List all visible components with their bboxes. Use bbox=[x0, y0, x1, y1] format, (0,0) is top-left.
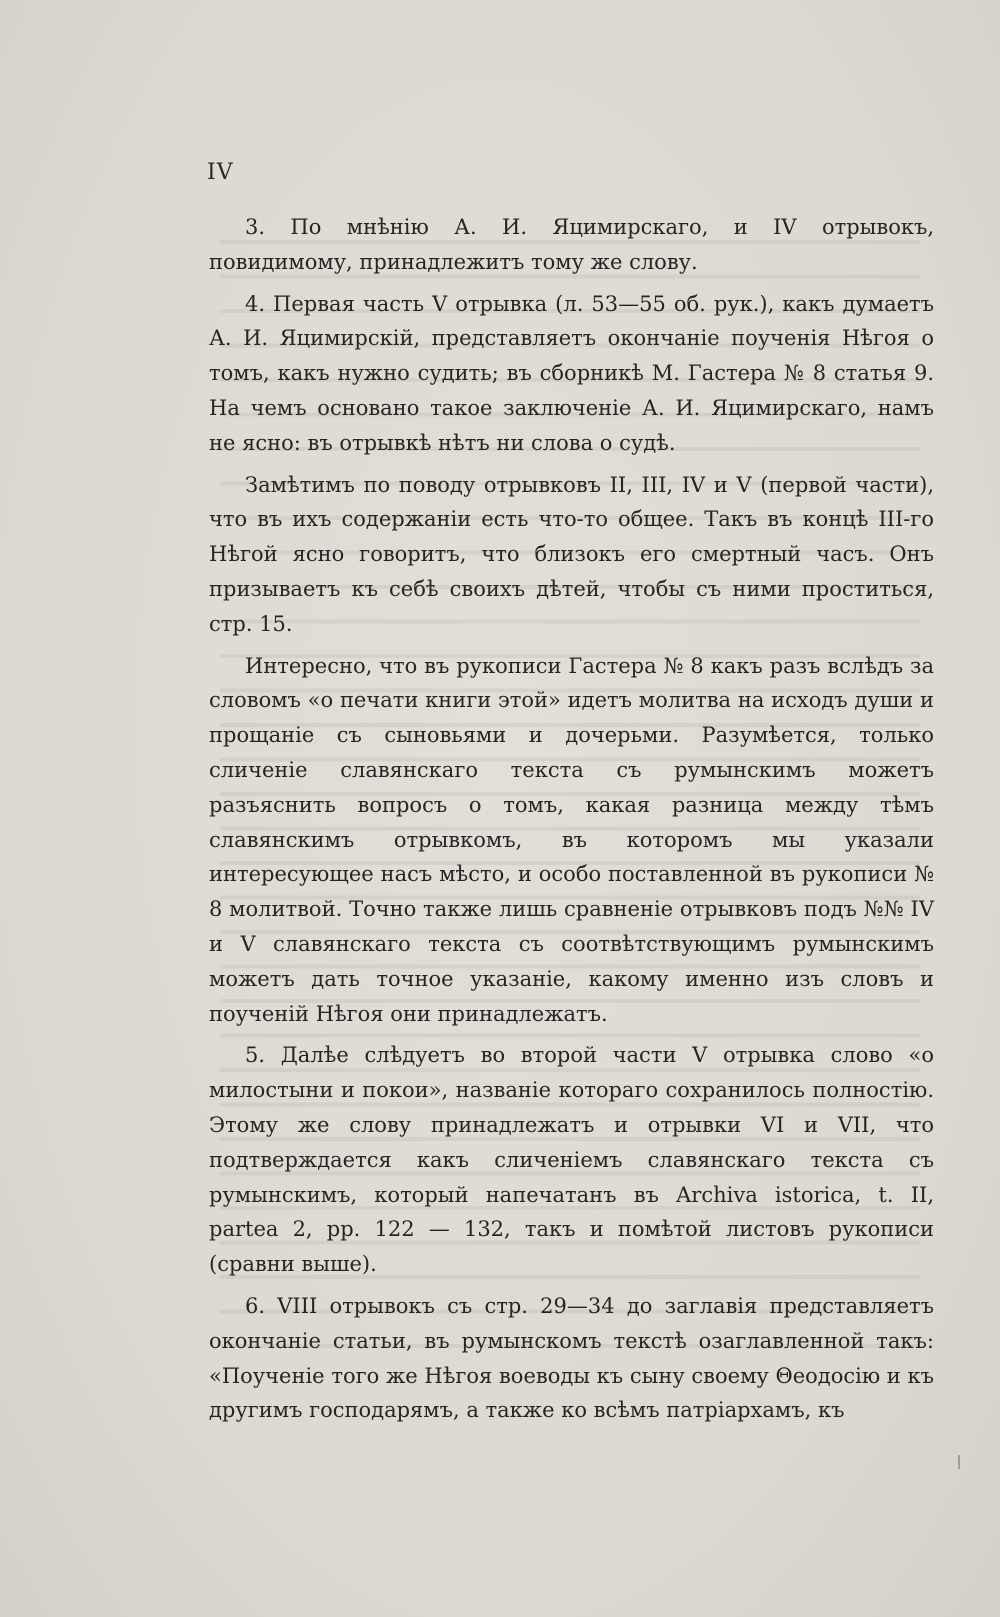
paragraph-4: 4. Первая часть V отрывка (л. 53—55 об. рук.), какъ думаетъ А. И. Яцимирскій, представляетъ окончаніе поученія Нѣгоя о томъ, какъ нужно судить; въ сборникѣ М. Гастера № 8 статья 9. На чемъ основано такое заключеніе А. И. Яцимирскаго, намъ не ясно: въ отрывкѣ нѣтъ ни слова о судѣ. bbox=[209, 291, 934, 455]
paragraph-6: 6. VIII отрывокъ съ стр. 29—34 до заглавія представляетъ окончаніе статьи, въ румынскомъ текстѣ озаглавленной такъ: «Поученіе того же Нѣгоя воеводы къ сыну своему Θеодосію и къ другимъ господарямъ, а также ко всѣмъ патріархамъ, къ bbox=[209, 1293, 934, 1423]
paragraph-remark: Замѣтимъ по поводу отрывковъ II, III, IV и V (первой части), что въ ихъ содержаніи есть что-то общее. Такъ въ концѣ III-го Нѣгой ясно говоритъ, что близокъ его смертный часъ. Онъ призываетъ къ себѣ своихъ дѣтей, чтобы съ ними проститься, стр. 15. bbox=[209, 472, 934, 636]
paragraph-5: 5. Далѣе слѣдуетъ во второй части V отрывка слово «о милостыни и покои», названіе котораго сохранилось полностію. Этому же слову принадлежатъ и отрывки VI и VII, что подтверждается какъ сличеніемъ славянскаго текста съ румынскимъ, который напечатанъ въ Archiva istorica, t. II, partea 2, pp. 122 — 132, такъ и помѣтой листовъ рукописи (сравни выше). bbox=[209, 1043, 934, 1277]
body-text bbox=[209, 210, 934, 1435]
paragraph-3: 3. По мнѣнію А. И. Яцимирскаго, и IV отрывокъ, повидимому, принадлежитъ тому же слову. bbox=[209, 215, 934, 274]
page-number: IV bbox=[207, 160, 234, 185]
paper-speck bbox=[958, 1455, 960, 1469]
paragraph-interesting: Интересно, что въ рукописи Гастера № 8 какъ разъ вслѣдъ за словомъ «о печати книги этой» идетъ молитва на исходъ души и прощаніе съ сыновьями и дочерьми. Разумѣется, только сличеніе славянскаго текста съ румынскимъ можетъ разъяснить вопросъ о томъ, какая разница между тѣмъ славянскимъ отрывкомъ, въ которомъ мы указали интересующее насъ мѣсто, и особо поставленной въ рукописи № 8 молитвой. Точно также лишь сравненіе отрывковъ подъ №№ IV и V славянскаго текста съ соотвѣтствующимъ румынскимъ можетъ дать точное указаніе, какому именно изъ словъ и поученій Нѣгоя они принадлежатъ. bbox=[209, 653, 934, 1026]
